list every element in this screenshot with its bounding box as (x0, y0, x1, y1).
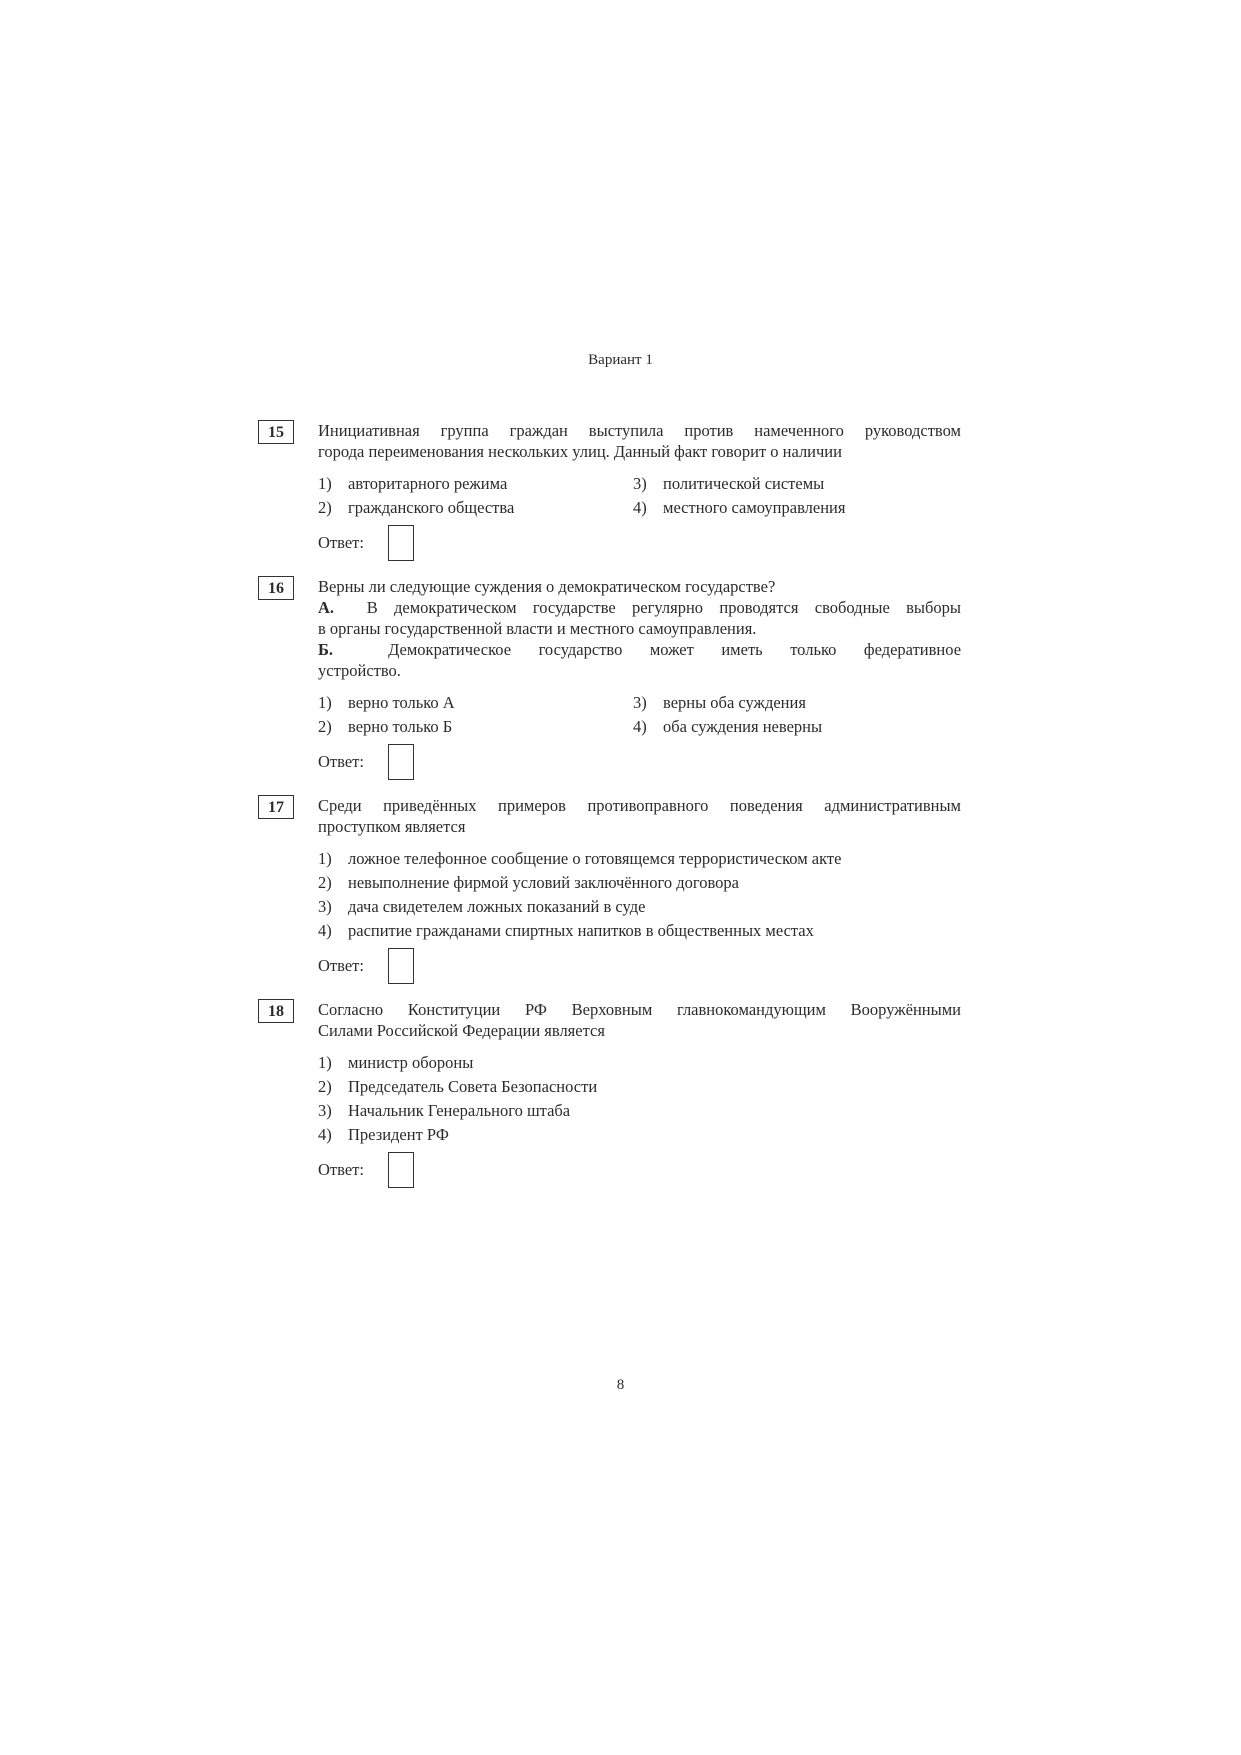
option-2[interactable]: 2) невыполнение фирмой условий заключённого договора (318, 873, 739, 892)
judgement-label-b: Б. (318, 640, 334, 659)
task-15 (258, 420, 961, 562)
answer-label: Ответ: (318, 956, 364, 975)
stem-line: в органы государственной власти и местного самоуправления. (318, 619, 757, 638)
answer-row (318, 743, 961, 781)
option-1[interactable]: 1) министр обороны (318, 1053, 474, 1072)
stem-line: города переименования нескольких улиц. Данный факт говорит о наличии (318, 442, 842, 461)
answer-row (318, 1151, 961, 1189)
option-3[interactable]: 3) политической системы (633, 474, 825, 493)
page-number: 8 (616, 1377, 625, 1393)
page-header-variant: Вариант 1 (588, 352, 653, 368)
task-stem (318, 420, 961, 462)
answer-row (318, 524, 961, 562)
answer-box[interactable] (388, 1152, 414, 1188)
answer-box[interactable] (388, 744, 414, 780)
task-stem (318, 999, 961, 1041)
stem-line: Инициативная группа граждан выступила против намеченного руководством (318, 421, 961, 440)
stem-line: устройство. (318, 661, 401, 680)
stem-line: А. В демократическом государстве регулярно проводятся свободные выборы (318, 598, 961, 617)
stem-line: Согласно Конституции РФ Верховным главнокомандующим Вооружёнными (318, 1000, 961, 1019)
option-2[interactable]: 2) Председатель Совета Безопасности (318, 1077, 598, 1096)
stem-line: проступком является (318, 817, 466, 836)
task-number: 18 (258, 999, 294, 1023)
judgement-label-a: А. (318, 598, 335, 617)
options (318, 848, 961, 941)
option-4[interactable]: 4) Президент РФ (318, 1125, 449, 1144)
stem-line: Силами Российской Федерации является (318, 1021, 605, 1040)
answer-box[interactable] (388, 948, 414, 984)
stem-line: Среди приведённых примеров противоправного поведения административным (318, 796, 961, 815)
option-2[interactable]: 2) верно только Б (318, 717, 453, 736)
task-16 (258, 576, 961, 781)
option-1[interactable]: 1) авторитарного режима (318, 474, 508, 493)
stem-line: Б. Демократическое государство может иметь только федеративное (318, 640, 962, 659)
task-number: 17 (258, 795, 294, 819)
options (318, 473, 961, 518)
options (318, 692, 961, 737)
task-stem (318, 576, 961, 681)
answer-label: Ответ: (318, 533, 364, 552)
option-1[interactable]: 1) верно только А (318, 693, 455, 712)
option-4[interactable]: 4) местного самоуправления (633, 498, 846, 517)
stem-line: Верны ли следующие суждения о демократическом государстве? (318, 577, 776, 596)
task-17 (258, 795, 961, 985)
tasks-container (258, 420, 961, 1203)
answer-row (318, 947, 961, 985)
options (318, 1052, 961, 1145)
answer-box[interactable] (388, 525, 414, 561)
answer-label: Ответ: (318, 1160, 364, 1179)
option-3[interactable]: 3) верны оба суждения (633, 693, 806, 712)
task-18 (258, 999, 961, 1189)
option-2[interactable]: 2) гражданского общества (318, 498, 515, 517)
task-stem (318, 795, 961, 837)
option-1[interactable]: 1) ложное телефонное сообщение о готовящемся террористическом акте (318, 849, 842, 868)
option-4[interactable]: 4) распитие гражданами спиртных напитков в общественных местах (318, 921, 814, 940)
option-4[interactable]: 4) оба суждения неверны (633, 717, 823, 736)
task-number: 15 (258, 420, 294, 444)
option-3[interactable]: 3) дача свидетелем ложных показаний в суде (318, 897, 646, 916)
answer-label: Ответ: (318, 752, 364, 771)
option-3[interactable]: 3) Начальник Генерального штаба (318, 1101, 571, 1120)
task-number: 16 (258, 576, 294, 600)
